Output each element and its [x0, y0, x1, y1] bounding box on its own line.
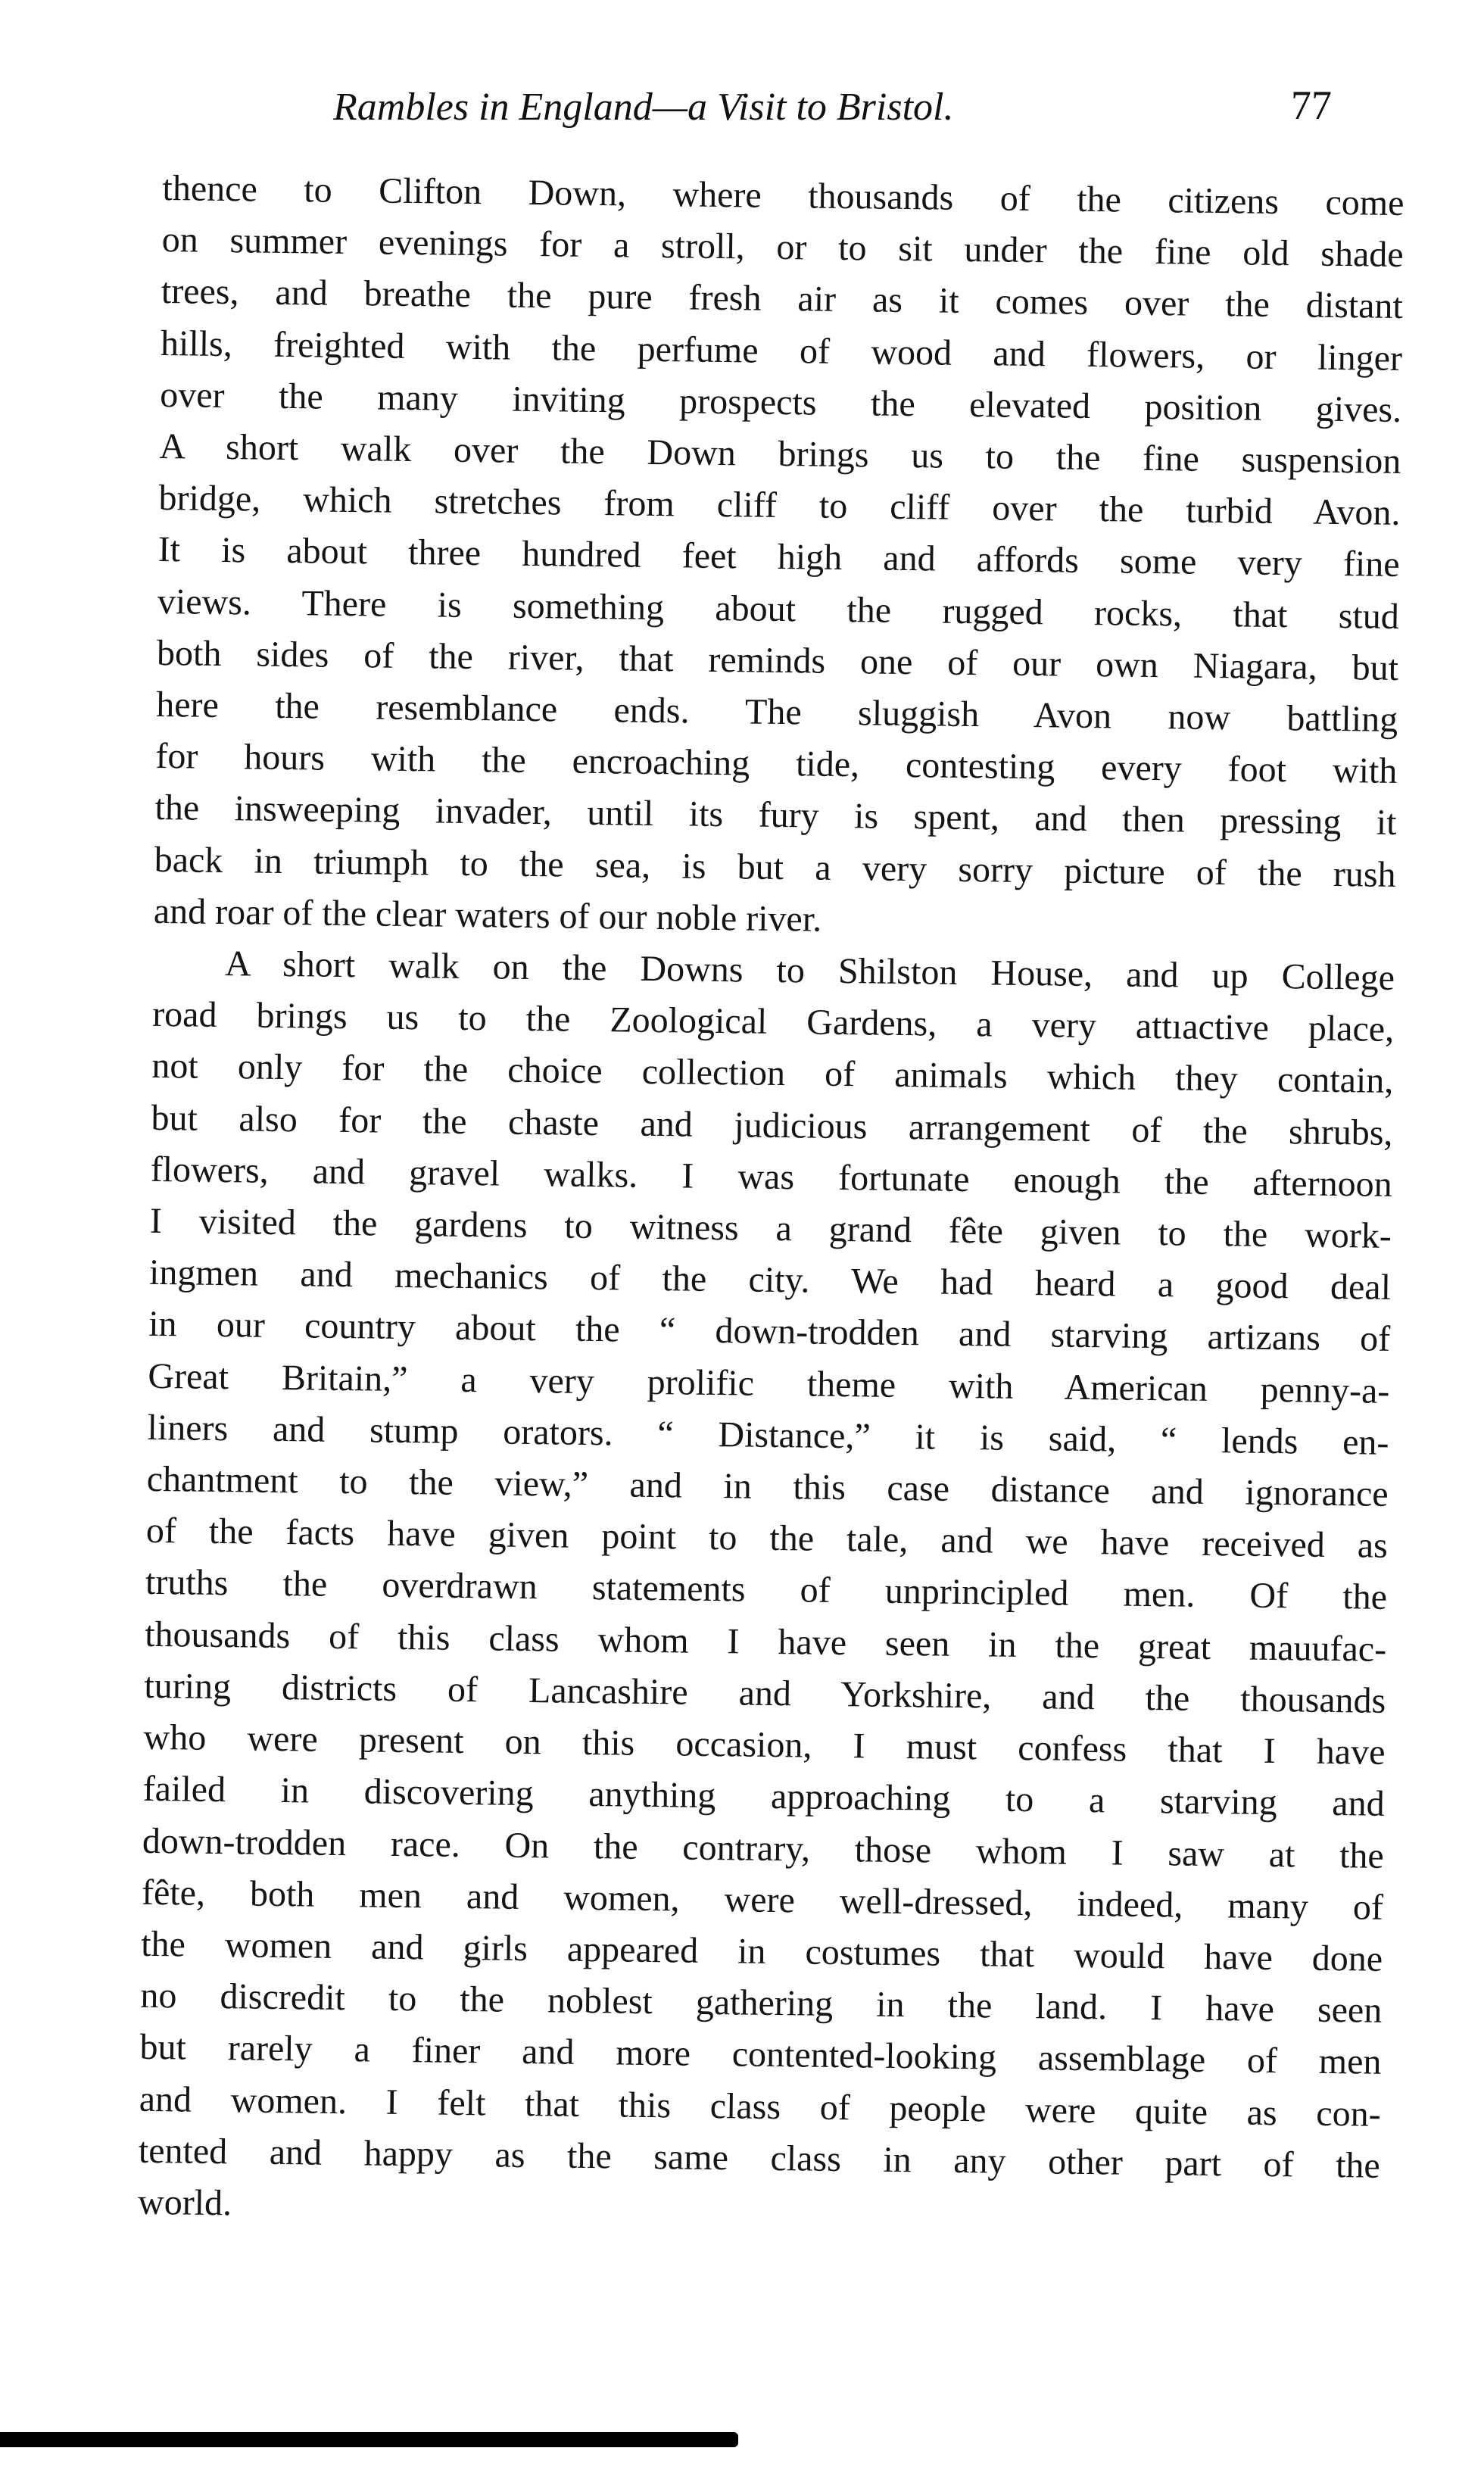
text-line: in our country about the “ down-trodden and starving artizans of: [148, 1304, 1391, 1360]
text-line: of the facts have given point to the tale, and we have received as: [145, 1511, 1389, 1567]
text-line: no discredit to the noblest gathering in the land. I have seen: [140, 1975, 1383, 2031]
scan-edge-bar: [0, 2432, 738, 2447]
text-line: thousands of this class whom I have seen in the great mauufac-: [144, 1614, 1387, 1670]
text-line: I visited the gardens to witness a grand fête given to the work-: [149, 1200, 1392, 1256]
text-line: hills, freighted with the perfume of wood and flowers, or linger: [160, 323, 1403, 379]
text-line: fête, both men and women, were well-dressed, indeed, many of: [141, 1872, 1384, 1928]
text-line: and roar of the clear waters of our noble river.: [153, 890, 822, 940]
text-line: world.: [137, 2181, 232, 2224]
page-number: 77: [1291, 83, 1332, 128]
text-line: not only for the choice collection of animals which they contain,: [151, 1046, 1394, 1102]
text-line: thence to Clifton Down, where thousands of the citizens come: [162, 167, 1404, 224]
text-line: both sides of the river, that reminds one of our own Niagara, but: [156, 632, 1399, 688]
running-head-title: Rambles in England—a Visit to Bristol.: [333, 86, 954, 129]
text-line: down-trodden race. On the contrary, those whom I saw at the: [142, 1820, 1385, 1876]
text-line: but also for the chaste and judicious arrangement of the shrubs,: [151, 1097, 1393, 1153]
text-line: failed in discovering anything approaching to a starving and: [142, 1769, 1385, 1825]
text-line: trees, and breathe the pure fresh air as it comes over the distant: [161, 271, 1404, 327]
text-line: liners and stump orators. “ Distance,” it is said, “ lends en-: [147, 1407, 1389, 1463]
text-line: tented and happy as the same class in any other part of the: [138, 2130, 1381, 2186]
text-line: ingmen and mechanics of the city. We had heard a good deal: [148, 1252, 1392, 1308]
text-line: flowers, and gravel walks. I was fortunate enough the afternoon: [150, 1149, 1392, 1205]
text-line: who were present on this occasion, I must confess that I have: [143, 1717, 1386, 1773]
text-line: views. There is something about the rugged rocks, that stud: [157, 581, 1400, 637]
text-line: back in triumph to the sea, is but a very sorry picture of the rush: [154, 839, 1396, 895]
text-line: and women. I felt that this class of people were quite as con-: [139, 2078, 1381, 2135]
text-line: here the resemblance ends. The sluggish Avon now battling: [155, 684, 1398, 741]
text-line: It is about three hundred feet high and affords some very fine: [157, 529, 1400, 585]
text-line: A short walk on the Downs to Shilston House, and up College: [224, 943, 1395, 999]
text-line: but rarely a finer and more contented-looking assemblage of men: [139, 2027, 1382, 2083]
text-line: bridge, which stretches from cliff to cliff over the turbid Avon.: [158, 478, 1401, 534]
text-line: over the many inviting prospects the elevated position gives.: [159, 374, 1402, 430]
text-line: A short walk over the Down brings us to the fine suspension: [159, 426, 1401, 482]
text-line: on summer evenings for a stroll, or to sit under the fine old shade: [161, 220, 1404, 276]
text-line: the insweeping invader, until its fury is spent, and then pressing it: [154, 787, 1397, 844]
text-line: the women and girls appeared in costumes that would have done: [140, 1923, 1383, 1979]
body-text: [138, 163, 1404, 2244]
text-line: road brings us to the Zoological Gardens, a very attıactive place,: [151, 994, 1395, 1050]
text-line: for hours with the encroaching tide, contesting every foot with: [155, 736, 1398, 792]
text-line: Great Britain,” a very prolific theme with American penny-a-: [148, 1355, 1390, 1411]
text-line: truths the overdrawn statements of unprincipled men. Of the: [145, 1562, 1388, 1618]
text-line: turing districts of Lancashire and Yorkshire, and the thousands: [144, 1665, 1386, 1721]
text-line: chantment to the view,” and in this case distance and ignorance: [146, 1458, 1389, 1514]
